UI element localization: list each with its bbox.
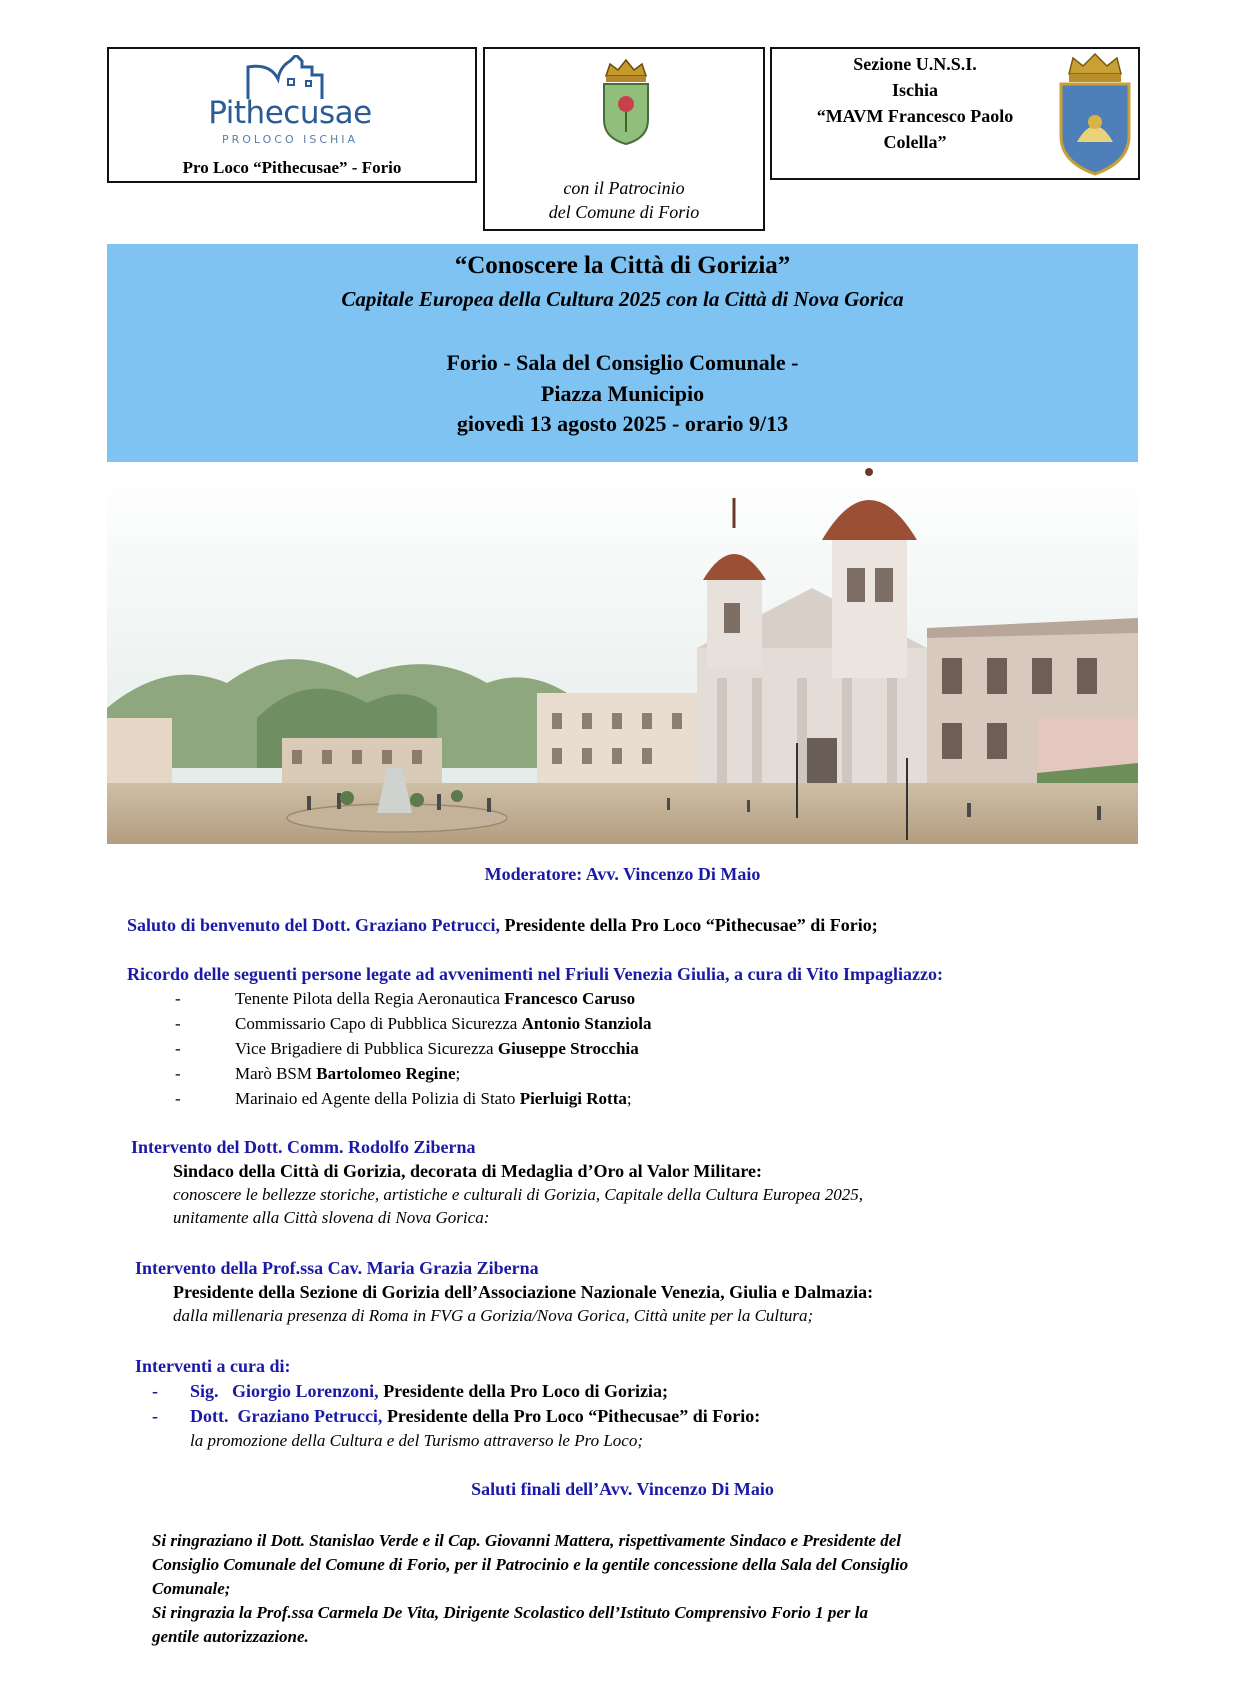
talks3-speaker: Dott. Graziano Petrucci, (190, 1406, 383, 1426)
talks3-item-dash: - (152, 1406, 158, 1426)
memorial-item-name: Antonio Stanziola (521, 1014, 652, 1033)
proloco-logo-name: Pithecusae (208, 95, 372, 131)
thanks-p2-line-2: gentile autorizzazione. (152, 1627, 309, 1646)
proloco-logo-subtitle: PROLOCO ISCHIA (221, 133, 359, 146)
closing-line: Saluti finali dell’Avv. Vincenzo Di Maio (471, 1479, 774, 1499)
memorial-item-role: Marò BSM (235, 1064, 317, 1083)
event-title: “Conoscere la Città di Gorizia” (454, 252, 791, 279)
memorial-item-name: Francesco Caruso (504, 989, 636, 1008)
event-venue-line-1: Forio - Sala del Consiglio Comunale - (446, 350, 799, 375)
memorial-item-dash: - (175, 1089, 181, 1108)
proloco-caption: Pro Loco “Pithecusae” - Forio (182, 158, 402, 177)
memorial-item-role: Tenente Pilota della Regia Aeronautica (235, 989, 505, 1008)
talks3-role: Presidente della Pro Loco di Gorizia; (378, 1381, 668, 1401)
memorial-item (235, 1088, 632, 1110)
event-datetime: giovedì 13 agosto 2025 - orario 9/13 (456, 411, 789, 436)
talk1-role: Sindaco della Città di Gorizia, decorata di Medaglia d’Oro al Valor Militare: (173, 1161, 762, 1181)
talk1-description-2: unitamente alla Città slovena di Nova Gorica: (173, 1208, 490, 1227)
unsi-line-4: Colella” (883, 132, 947, 152)
memorial-item-role: Commissario Capo di Pubblica Sicurezza (235, 1014, 522, 1033)
unsi-crest-icon (1055, 50, 1135, 178)
memorial-item-role: Vice Brigadiere di Pubblica Sicurezza (235, 1039, 498, 1058)
unsi-line-1: Sezione U.N.S.I. (853, 54, 977, 74)
memorial-item-name: Giuseppe Strocchia (497, 1039, 639, 1058)
memorial-item-dash: - (175, 989, 181, 1008)
memorial-item-dash: - (175, 1064, 181, 1083)
unsi-line-3: “MAVM Francesco Paolo (816, 106, 1014, 126)
memorial-item-suffix: ; (455, 1064, 461, 1083)
patronage-line-2: del Comune di Forio (548, 202, 700, 222)
thanks-p1-line-1: Si ringraziano il Dott. Stanislao Verde e il Cap. Giovanni Mattera, rispettivamente Sindaco e Presidente del (152, 1531, 901, 1550)
memorial-item (235, 1038, 639, 1060)
talks3-role: Presidente della Pro Loco “Pithecusae” di Forio: (382, 1406, 761, 1426)
welcome-speaker: Saluto di benvenuto del Dott. Graziano Petrucci, (127, 915, 500, 935)
talks3-heading: Interventi a cura di: (135, 1356, 291, 1376)
event-subtitle: Capitale Europea della Cultura 2025 con la Città di Nova Gorica (341, 287, 904, 311)
forio-coat-of-arms-icon (600, 58, 652, 146)
gorizia-square-illustration (107, 468, 1138, 844)
patronage-line-1: con il Patrocinio (563, 178, 685, 198)
memorial-item-name: Pierluigi Rotta (519, 1089, 627, 1108)
talks3-description: la promozione della Cultura e del Turismo attraverso le Pro Loco; (190, 1431, 644, 1450)
thanks-p1-line-3: Comunale; (152, 1579, 231, 1598)
talks3-item (190, 1405, 760, 1427)
event-venue-line-2: Piazza Municipio (540, 381, 705, 406)
unsi-line-2: Ischia (891, 80, 938, 100)
memorial-item-suffix: ; (626, 1089, 632, 1108)
thanks-p2-line-1: Si ringrazia la Prof.ssa Carmela De Vita, Dirigente Scolastico dell’Istituto Comprensivo Forio 1 per la (152, 1603, 868, 1622)
welcome-role: Presidente della Pro Loco “Pithecusae” di Forio; (499, 915, 878, 935)
memorial-item-dash: - (175, 1014, 181, 1033)
memorial-item-dash: - (175, 1039, 181, 1058)
memorial-item (235, 1063, 460, 1085)
memorial-item (235, 988, 635, 1010)
memorial-item-name: Bartolomeo Regine (316, 1064, 456, 1083)
memorial-item-role: Marinaio ed Agente della Polizia di Stato (235, 1089, 520, 1108)
moderator-line: Moderatore: Avv. Vincenzo Di Maio (484, 864, 761, 884)
talk2-description: dalla millenaria presenza di Roma in FVG a Gorizia/Nova Gorica, Città unite per la Cultura; (173, 1306, 814, 1325)
talk1-description-1: conoscere le bellezze storiche, artistiche e culturali di Gorizia, Capitale della Cultura Europea 2025, (173, 1185, 863, 1204)
talk2-heading: Intervento della Prof.ssa Cav. Maria Grazia Ziberna (135, 1258, 539, 1278)
memorial-heading: Ricordo delle seguenti persone legate ad avvenimenti nel Friuli Venezia Giulia, a cura di Vito Impagliazzo: (127, 964, 943, 984)
talks3-speaker: Sig. Giorgio Lorenzoni, (190, 1381, 379, 1401)
talks3-item-dash: - (152, 1381, 158, 1401)
thanks-p1-line-2: Consiglio Comunale del Comune di Forio, per il Patrocinio e la gentile concessione della Sala del Consiglio (152, 1555, 909, 1574)
welcome-line (127, 914, 878, 936)
talks3-item (190, 1380, 668, 1402)
memorial-item (235, 1013, 651, 1035)
talk1-heading: Intervento del Dott. Comm. Rodolfo Ziberna (131, 1137, 476, 1157)
talk2-role: Presidente della Sezione di Gorizia dell’Associazione Nazionale Venezia, Giulia e Dalmazia: (173, 1282, 874, 1302)
